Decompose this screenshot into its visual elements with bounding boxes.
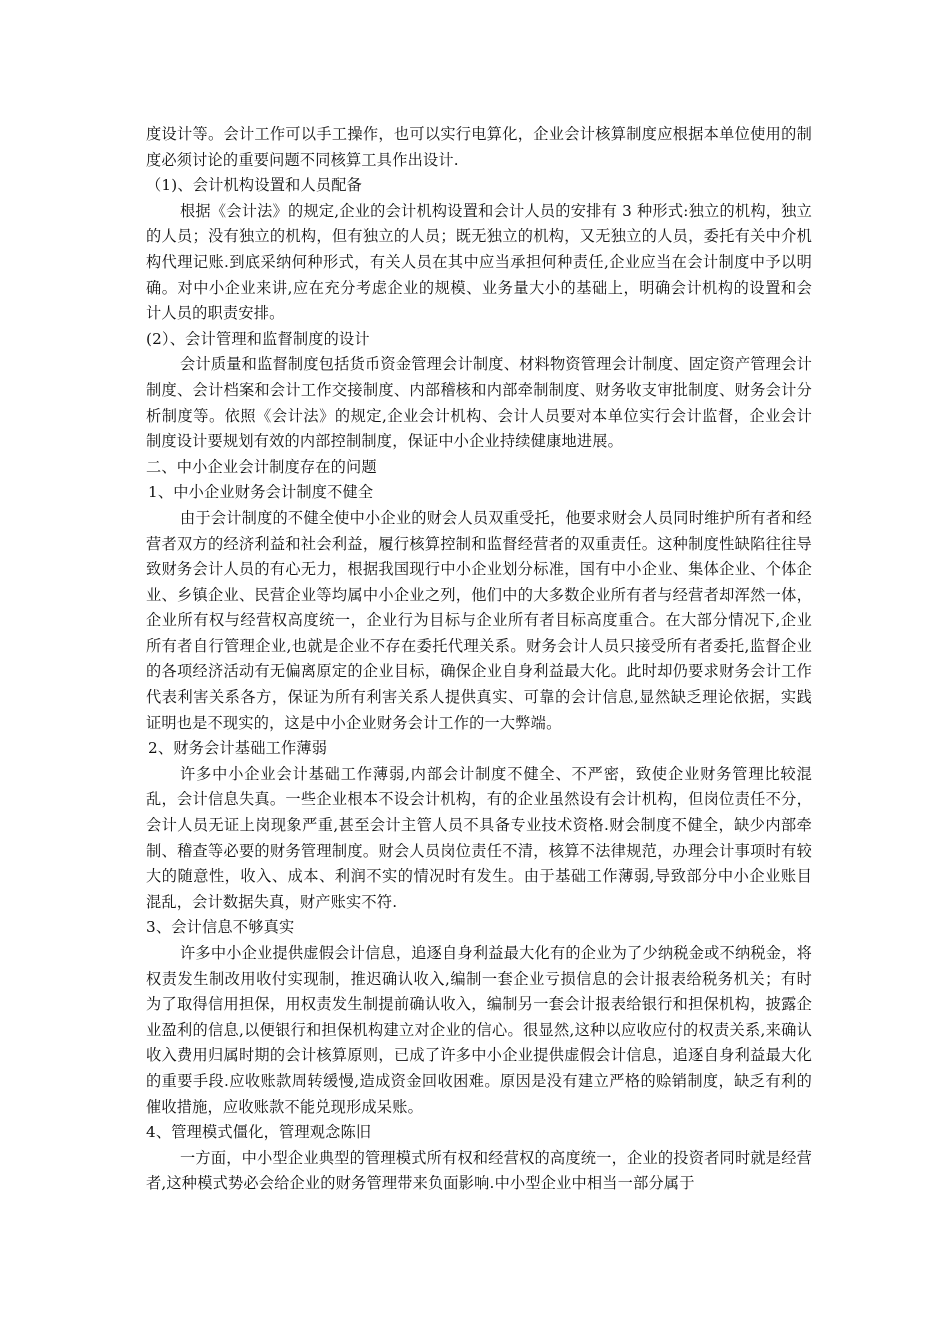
paragraph-rigid-management: 一方面，中小型企业典型的管理模式所有权和经营权的高度统一，企业的投资者同时就是经营者,这种模式势必会给企业的财务管理带来负面影响.中小型企业中相当一部分属于 <box>146 1148 812 1193</box>
chapter-heading-problems: 二、中小企业会计制度存在的问题 <box>146 457 377 476</box>
section-heading-accounting-organization: （1)、会计机构设置和人员配备 <box>146 176 363 195</box>
section-heading-untrue-information: 3、会计信息不够真实 <box>146 918 295 937</box>
section-heading-weak-foundation: 2、财务会计基础工作薄弱 <box>148 739 328 758</box>
paragraph-accounting-organization: 根据《会计法》的规定,企业的会计机构设置和会计人员的安排有 3 种形式:独立的机构，独立的人员；没有独立的机构，但有独立的人员；既无独立的机构，又无独立的人员，委托有关中介机构代理记账.到底采纳何种形式，有关人员在其中应当承担何种责任,企业应当在会计制度中予以明确。对中小企业来讲,应在充分考虑企业的规模、业务量大小的基础上，明确会计机构的设置和会计人员的职责安排。 <box>146 201 812 323</box>
paragraph-management-supervision: 会计质量和监督制度包括货币资金管理会计制度、材料物资管理会计制度、固定资产管理会计制度、会计档案和会计工作交接制度、内部稽核和内部牵制制度、财务收支审批制度、财务会计分析制度等。依照《会计法》的规定,企业会计机构、会计人员要对本单位实行会计监督，企业会计制度设计要规划有效的内部控制制度，保证中小企业持续健康地进展。 <box>146 355 812 451</box>
paragraph-intro-continued: 度设计等。会计工作可以手工操作，也可以实行电算化，企业会计核算制度应根据本单位使用的制度必须讨论的重要问题不同核算工具作出设计. <box>146 125 812 169</box>
section-heading-system-incomplete: 1、中小企业财务会计制度不健全 <box>148 483 374 502</box>
section-heading-management-supervision: (2）、会计管理和监督制度的设计 <box>146 329 370 348</box>
paragraph-system-incomplete: 由于会计制度的不健全使中小企业的财会人员双重受托，他要求财会人员同时维护所有者和经营者双方的经济利益和社会利益，履行核算控制和监督经营者的双重责任。这种制度性缺陷往往导致财务会计人员的有心无力，根据我国现行中小企业划分标准，国有中小企业、集体企业、个体企业、乡镇企业、民营企业等均属中小企业之列，他们中的大多数企业所有者与经营者却浑然一体，企业所有权与经营权高度统一，企业行为目标与企业所有者目标高度重合。在大部分情况下,企业所有者自行管理企业,也就是企业不存在委托代理关系。财务会计人员只接受所有者委托,监督企业的各项经济活动有无偏离原定的企业目标，确保企业自身利益最大化。此时却仍要求财务会计工作代表利害关系各方，保证为所有利害关系人提供真实、可靠的会计信息,显然缺乏理论依据，实践证明也是不现实的，这是中小企业财务会计工作的一大弊端。 <box>146 508 812 732</box>
paragraph-untrue-information: 许多中小企业提供虚假会计信息，追逐自身利益最大化有的企业为了少纳税金或不纳税金，将权责发生制改用收付实现制，推迟确认收入,编制一套企业亏损信息的会计报表给税务机关；有时为了取得信用担保，用权责发生制提前确认收入，编制另一套会计报表给银行和担保机构，披露企业盈利的信息,以便银行和担保机构建立对企业的信心。很显然,这种以应收应付的权责关系,来确认收入费用归属时期的会计核算原则，已成了许多中小企业提供虚假会计信息，追逐自身利益最大化的重要手段.应收账款周转缓慢,造成资金回收困难。原因是没有建立严格的赊销制度，缺乏有利的催收措施，应收账款不能兑现形成呆账。 <box>146 944 812 1116</box>
section-heading-rigid-management: 4、管理模式僵化，管理观念陈旧 <box>146 1123 372 1142</box>
document-body <box>146 122 812 1197</box>
paragraph-weak-foundation: 许多中小企业会计基础工作薄弱,内部会计制度不健全、不严密，致使企业财务管理比较混乱，会计信息失真。一些企业根本不设会计机构，有的企业虽然设有会计机构，但岗位责任不分，会计人员无证上岗现象严重,甚至会计主管人员不具备专业技术资格.财会制度不健全，缺少内部牵制、稽查等必要的财务管理制度。财会人员岗位责任不清，核算不法律规范，办理会计事项时有较大的随意性，收入、成本、利润不实的情况时有发生。由于基础工作薄弱,导致部分中小企业账目混乱，会计数据失真，财产账实不符. <box>146 764 812 911</box>
